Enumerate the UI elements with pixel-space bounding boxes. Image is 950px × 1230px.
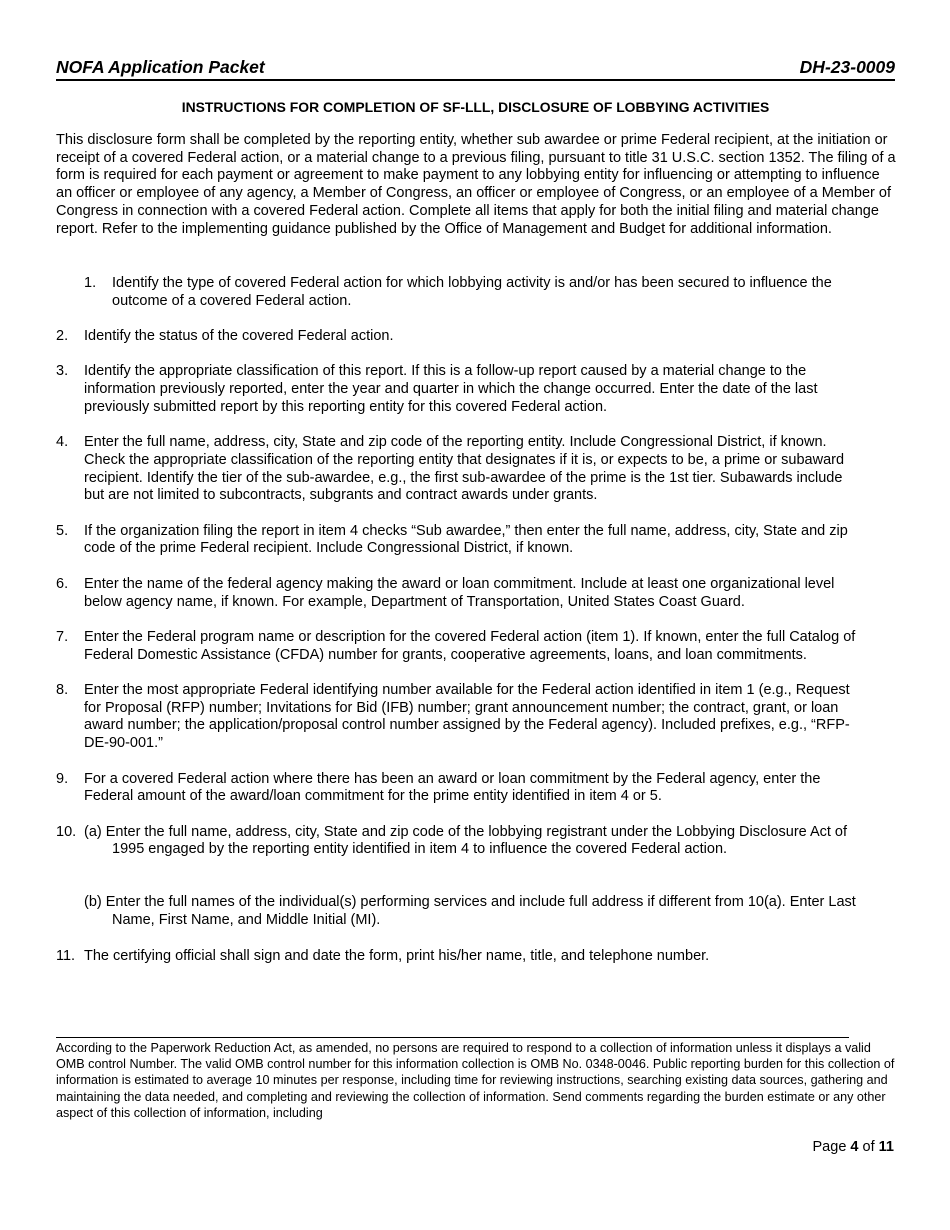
intro-paragraph: This disclosure form shall be completed by the reporting entity, whether sub awardee or prime Federal recipient, at the initiation or receipt of a covered Federal action, or a material change to a previous filing, pursuant to title 31 U.S.C. section 1352. The filing of a form is required for each payment or agreement to make payment to any lobbying entity for influencing or attempting to influence an officer or employee of any agency, a Member of Congress, an officer or employee of Congress, or an employee of a Member of Congress in connection with a covered Federal action. Complete all items that apply for both the initial filing and material change report. Refer to the implementing guidance published by the Office of Management and Budget for additional information. xyxy=(56,132,896,237)
total-pages: 11 xyxy=(878,1139,894,1155)
item-text: For a covered Federal action where there has been an award or loan commitment by the Federal agency, enter the Federal amount of the award/loan commitment for the prime entity identified in item 4 or 5. xyxy=(84,770,821,805)
item-number: 2. xyxy=(56,328,69,345)
section-title: INSTRUCTIONS FOR COMPLETION OF SF-LLL, DISCLOSURE OF LOBBYING ACTIVITIES xyxy=(181,99,770,115)
item-number: 10. xyxy=(56,823,77,840)
list-item xyxy=(56,682,856,753)
item-number: 5. xyxy=(56,522,69,539)
item-number: 6. xyxy=(56,575,69,592)
item-number: 1. xyxy=(84,275,97,291)
page-header xyxy=(56,56,895,81)
item-number: 9. xyxy=(56,770,69,787)
page-of-label: of xyxy=(862,1139,875,1155)
item-number: 3. xyxy=(56,363,69,380)
paperwork-reduction-footnote: According to the Paperwork Reduction Act, as amended, no persons are required to respond to a collection of information unless it displays a valid OMB control Number. The valid OMB control number for this information collection is OMB No. 0348-0046. Public reporting burden for this collection of information is estimated to average 10 minutes per response, including time for reviewing instructions, searching existing data sources, gathering and maintaining the data needed, and completing and reviewing the collection of information. Send comments regarding the burden estimate or any other aspect of this collection of information, including xyxy=(56,1041,895,1120)
item-10a-text: (a) Enter the full name, address, city, State and zip code of the lobbying registrant under the Lobbying Disclosure Act of 1995 engaged by the reporting entity identified in item 4 to influence the covered Federal action. xyxy=(84,823,848,858)
item-text: Identify the appropriate classification of this report. If this is a follow-up report caused by a material change to the information previously reported, enter the year and quarter in which the change occurred. Enter the date of the last previously submitted report by this reporting entity for this covered Federal action. xyxy=(84,363,818,415)
list-item xyxy=(56,771,856,806)
item-text: Identify the status of the covered Federal action. xyxy=(84,328,394,345)
list-item xyxy=(56,629,856,664)
item-text: The certifying official shall sign and date the form, print his/her name, title, and telephone number. xyxy=(84,947,710,964)
item-text: Identify the type of covered Federal action for which lobbying activity is and/or has been secured to influence the outcome of a covered Federal action. xyxy=(112,275,832,309)
item-number: 7. xyxy=(56,628,69,645)
item-text: Enter the most appropriate Federal identifying number available for the Federal action identified in item 1 (e.g., Request for Proposal (RFP) number; Invitations for Bid (IFB) number; grant announcement number; the contract, grant, or loan award number; the application/proposal control number assigned by the Federal agency). Included prefixes, e.g., “RFP-DE-90-001.” xyxy=(84,682,850,752)
page-label: Page xyxy=(812,1139,847,1155)
page-number xyxy=(813,1138,894,1156)
list-item xyxy=(56,576,856,611)
item-text: Enter the name of the federal agency making the award or loan commitment. Include at least one organizational level below agency name, if known. For example, Department of Transportation, United States Coast Guard. xyxy=(84,575,835,610)
item-number: 11. xyxy=(56,947,76,964)
list-item xyxy=(56,948,856,966)
document-number: DH-23-0009 xyxy=(799,57,895,77)
item-10-subitems xyxy=(84,824,856,877)
list-item xyxy=(84,275,856,310)
item-number: 8. xyxy=(56,682,69,699)
list-item xyxy=(56,434,856,505)
header-title: NOFA Application Packet xyxy=(56,57,265,77)
list-item xyxy=(56,523,856,558)
item-10b-text: (b) Enter the full names of the individual(s) performing services and include full address if different from 10(a). Enter Last Name, First Name, and Middle Initial (MI). xyxy=(84,894,856,929)
list-item xyxy=(56,328,856,346)
instruction-list xyxy=(56,275,856,983)
list-item xyxy=(56,824,856,877)
item-text: If the organization filing the report in item 4 checks “Sub awardee,” then enter the full name, address, city, State and zip code of the prime Federal recipient. Include Congressional District, if known. xyxy=(84,522,848,557)
current-page: 4 xyxy=(850,1139,859,1155)
item-text: Enter the full name, address, city, State and zip code of the reporting entity. Include Congressional District, if known. Check the appropriate classification of the reporting entity that designates if it is, or expects to be, a prime or subaward recipient. Identify the tier of the sub-awardee, e.g., the first sub-awardee of the prime is the 1st tier. Subawards include but are not limited to subcontracts, subgrants and contract awards under grants. xyxy=(84,434,845,504)
footnote-divider xyxy=(56,1037,849,1038)
item-number: 4. xyxy=(56,434,69,451)
list-item xyxy=(56,363,856,416)
item-text: Enter the Federal program name or description for the covered Federal action (item 1). If known, enter the full Catalog of Federal Domestic Assistance (CFDA) number for grants, cooperative agreements, loans, and loan commitments. xyxy=(84,628,856,663)
